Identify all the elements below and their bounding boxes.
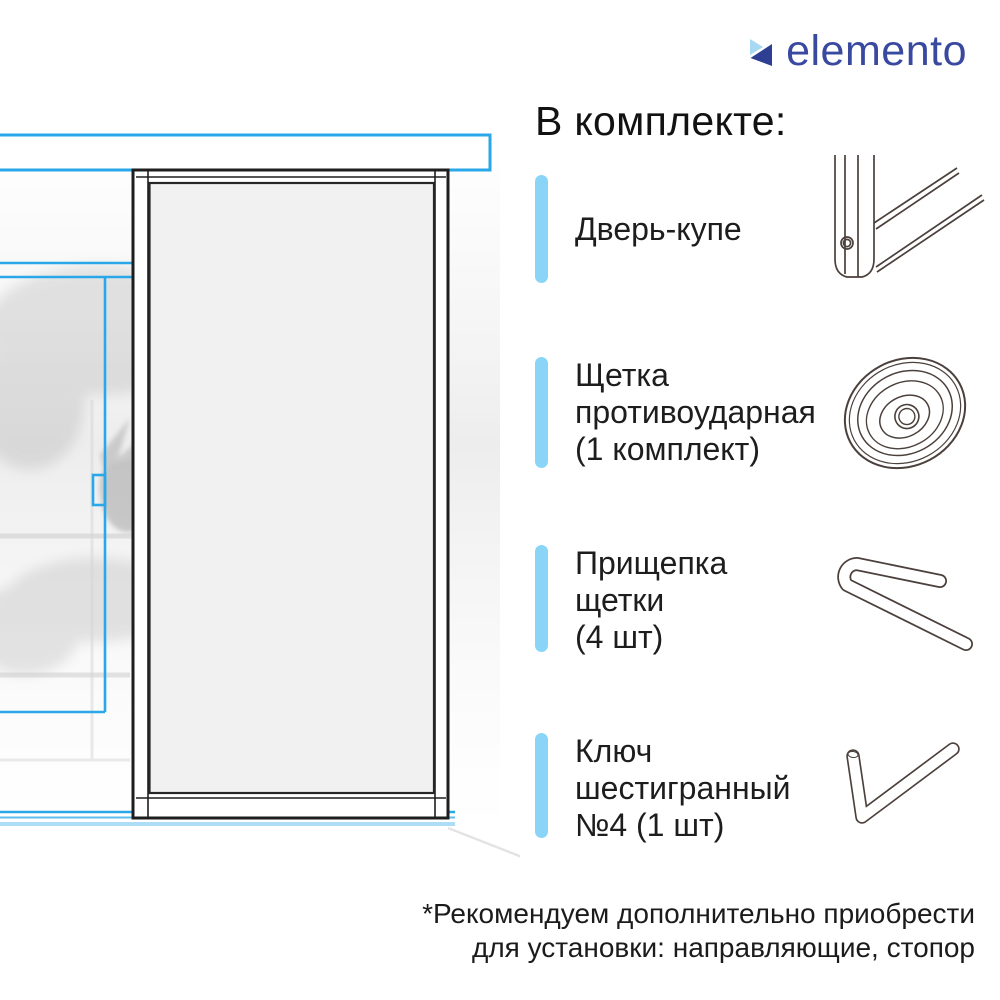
sliding-door-illustration [0,100,520,880]
kit-item-clip [535,545,835,656]
item-label: щетки [575,582,665,618]
item-label: противоударная [575,394,816,430]
split-triangle-logo-icon [747,36,777,68]
item-label: (4 шт) [575,619,664,655]
item-accent-bar [535,733,548,838]
item-label: Щетка [575,357,669,393]
item-label: №4 (1 шт) [575,807,725,843]
kit-item-door [535,175,835,283]
item-accent-bar [535,545,548,652]
item-accent-bar [535,357,548,468]
door-panel [150,183,435,793]
top-track [0,135,490,170]
footnote-line: для установки: направляющие, стопор [471,932,975,963]
item-accent-bar [535,175,548,283]
item-label: (1 комплект) [575,431,760,467]
brush-clip-icon [830,540,980,665]
footnote [422,897,975,965]
footnote-line: *Рекомендуем дополнительно приобрести [422,898,975,929]
sliding-door [133,170,448,818]
door-profile-icon [820,155,995,300]
floor-line [448,828,520,872]
hex-key-icon [835,735,965,845]
kit-item-hex-key [535,733,835,844]
item-label: Ключ [575,733,653,769]
item-label: шестигранный [575,770,791,806]
page-title: В комплекте: [535,98,787,144]
brand-logo [747,27,967,75]
brand-logo-text: elemento [786,27,967,75]
kit-item-brush [535,357,835,468]
roller-wheel-icon [830,340,980,480]
item-label: Прищепка [575,545,728,581]
item-label: Дверь-купе [575,210,742,247]
